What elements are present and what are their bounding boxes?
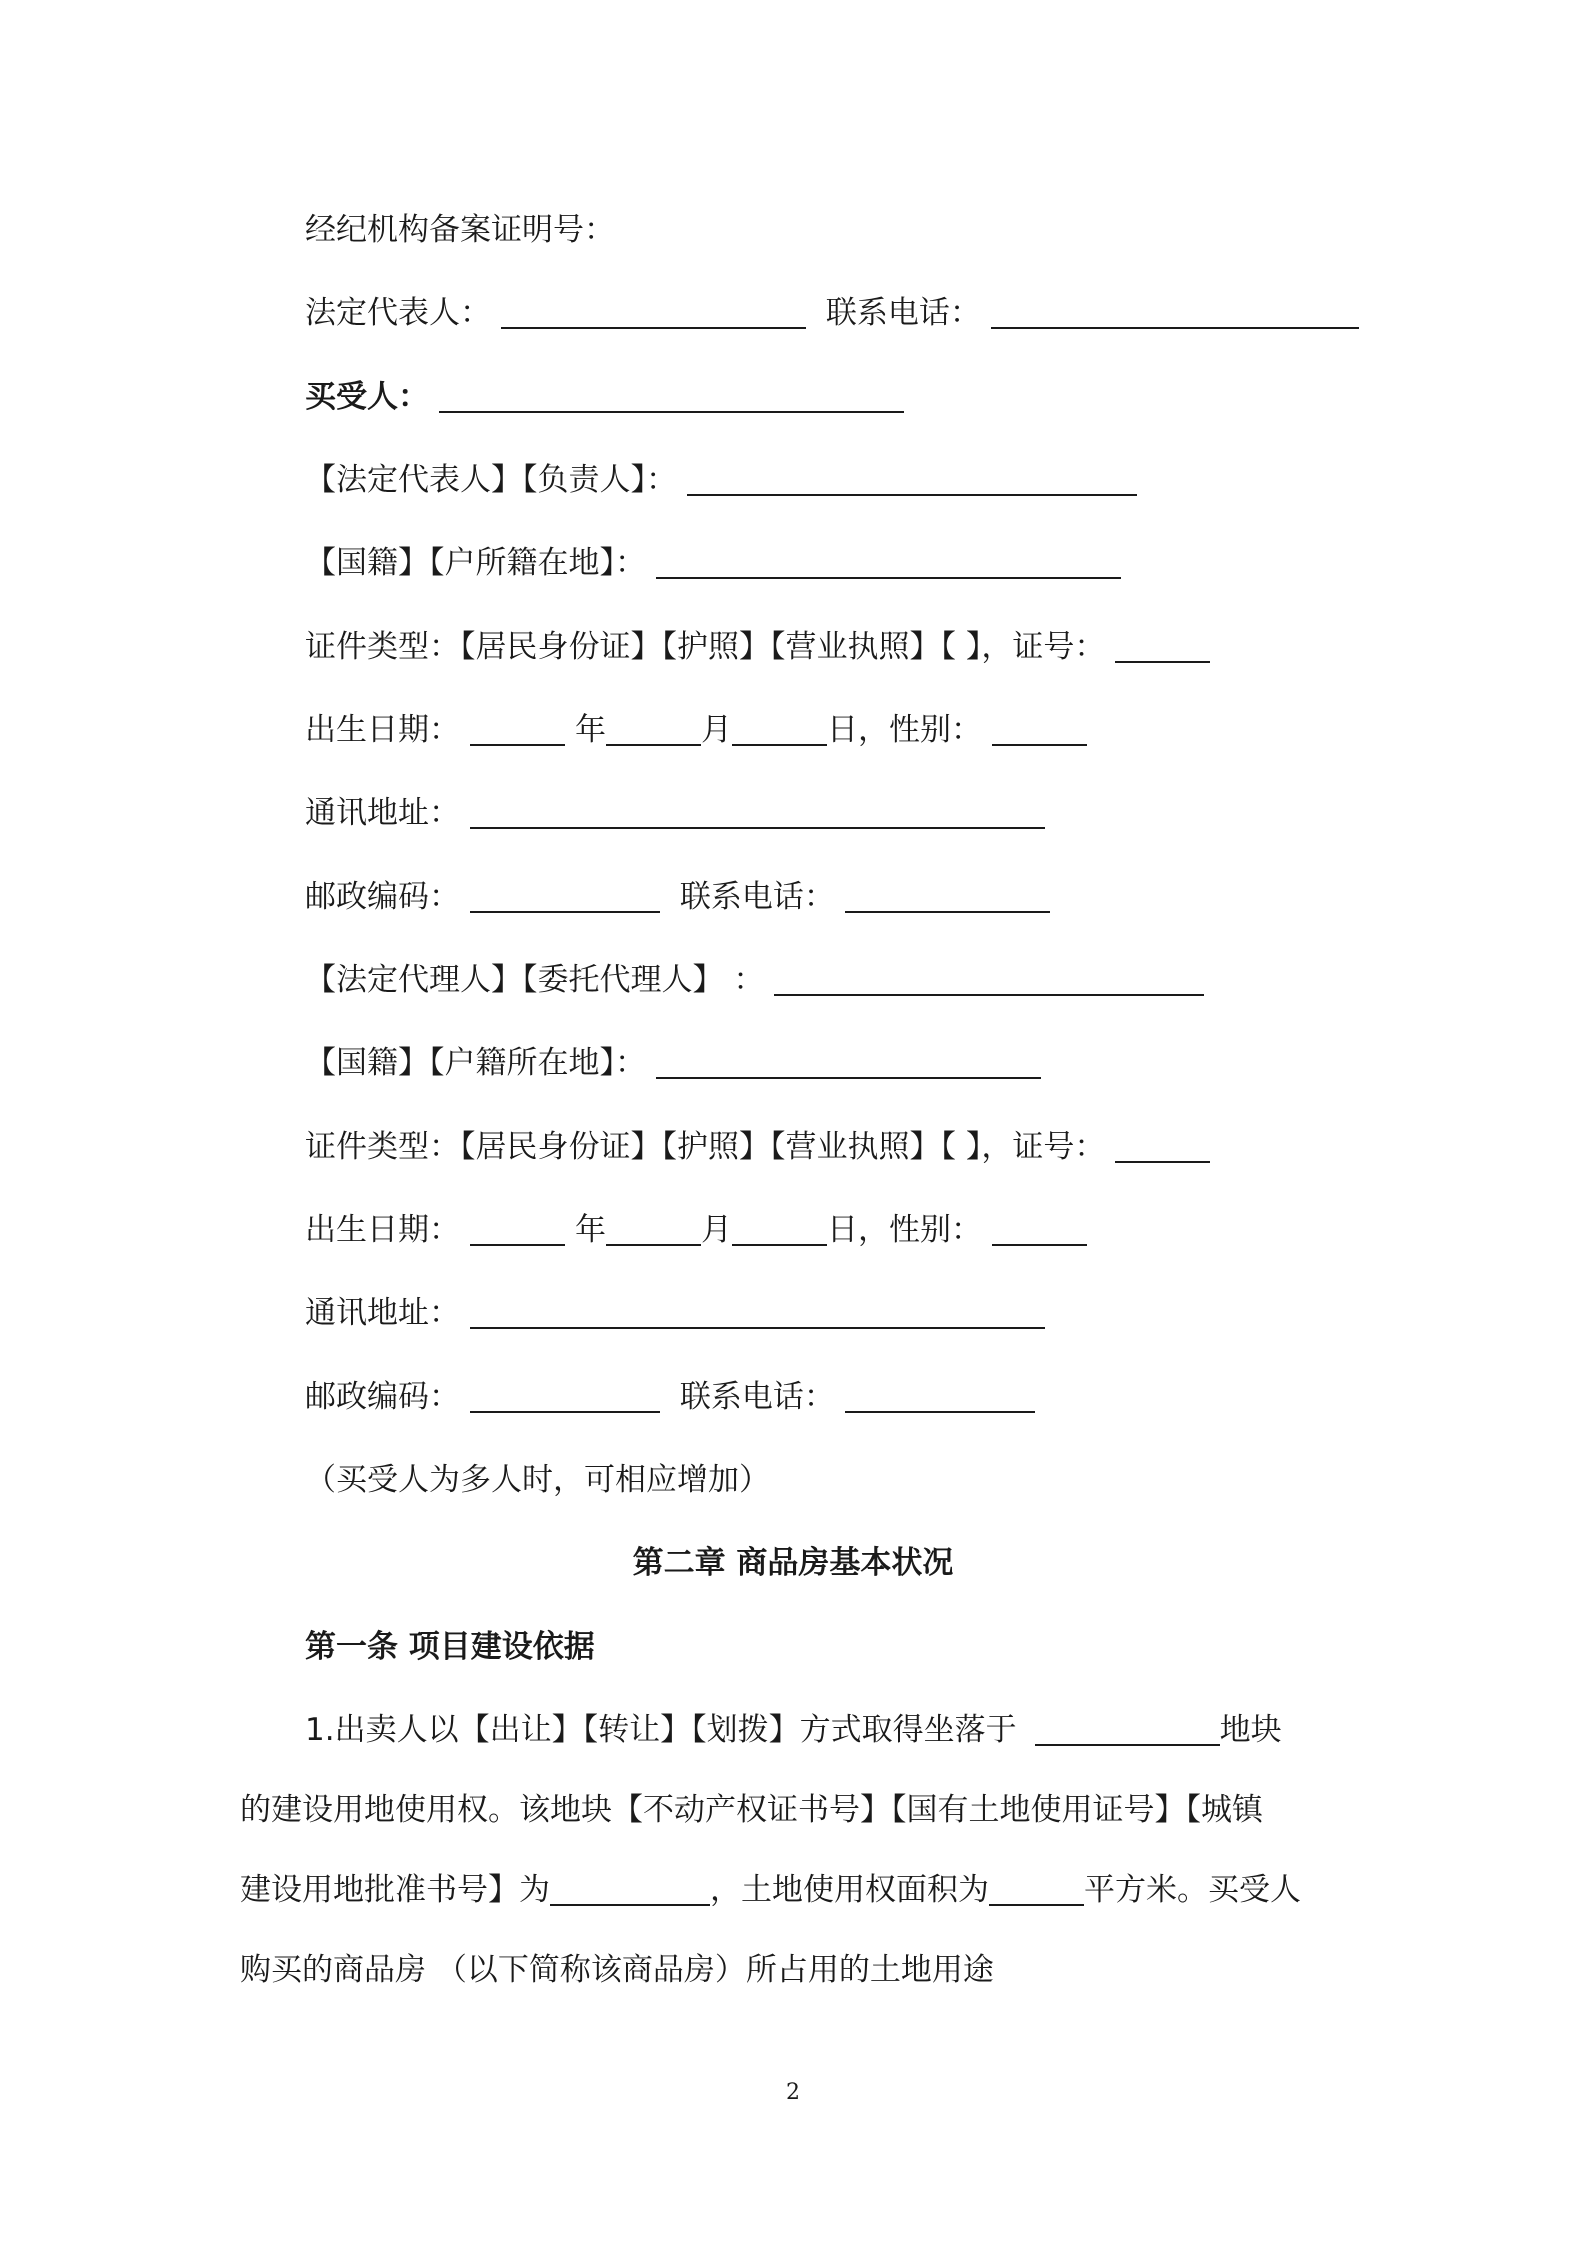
agent-birth-year-field[interactable] [470, 1210, 565, 1246]
para1-text-b: 地块 [1219, 1712, 1282, 1748]
buyer-day-gender-label: 日，性别： [827, 712, 982, 748]
article-title: 第一条 项目建设依据 [305, 1629, 595, 1665]
buyer-postcode-line [305, 872, 1346, 922]
buyer-id-line [305, 622, 1346, 672]
para1-text-line2: 的建设用地使用权。该地块【不动产权证书号】【国有土地使用证号】【城镇 [240, 1792, 1263, 1828]
para1-line4 [240, 1945, 1346, 1995]
agent-birth-line [305, 1205, 1346, 1255]
buyer-line [305, 372, 1346, 422]
agent-day-gender-label: 日，性别： [827, 1212, 982, 1248]
agent-phone-field[interactable] [845, 1377, 1035, 1413]
buyer-address-field[interactable] [470, 793, 1045, 829]
agency-record-label: 经纪机构备案证明号： [305, 212, 615, 248]
buyer-id-type-label: 证件类型：【居民身份证】【护照】【营业执照】【 】，证号： [305, 629, 1106, 665]
buyer-rep-label: 【法定代表人】【负责人】： [305, 462, 677, 498]
buyer-birth-line [305, 705, 1346, 755]
agency-record-line [305, 205, 1346, 255]
buyer-phone-label: 联系电话： [679, 879, 835, 915]
agent-nationality-field[interactable] [656, 1043, 1041, 1079]
agent-birth-day-field[interactable] [732, 1210, 827, 1246]
buyer-nationality-line [305, 538, 1346, 588]
buyer-postcode-label: 邮政编码： [305, 879, 460, 915]
legal-rep-label: 法定代表人： [305, 295, 491, 331]
agent-address-line [305, 1288, 1346, 1338]
chapter-title: 第二章 商品房基本状况 [632, 1545, 954, 1581]
agent-nationality-line [305, 1038, 1346, 1088]
para1-line3 [240, 1865, 1346, 1915]
para1-line1 [305, 1705, 1346, 1755]
buyer-postcode-field[interactable] [470, 877, 660, 913]
agent-id-line [305, 1122, 1346, 1172]
land-cert-no-field[interactable] [550, 1870, 710, 1906]
buyer-address-line [305, 788, 1346, 838]
buyer-gender-field[interactable] [992, 710, 1087, 746]
agent-postcode-label: 邮政编码： [305, 1379, 460, 1415]
agent-address-label: 通讯地址： [305, 1295, 460, 1331]
agent-id-type-label: 证件类型：【居民身份证】【护照】【营业执照】【 】，证号： [305, 1129, 1106, 1165]
agent-year-label: 年 [575, 1212, 606, 1248]
multi-buyer-note: （买受人为多人时，可相应增加） [305, 1462, 770, 1498]
buyer-birth-label: 出生日期： [305, 712, 460, 748]
buyer-rep-field[interactable] [687, 460, 1137, 496]
agent-birth-label: 出生日期： [305, 1212, 460, 1248]
buyer-month-label: 月 [701, 712, 732, 748]
para1-text-line3c: 平方米。买受人 [1084, 1872, 1301, 1908]
agent-id-no-field[interactable] [1115, 1127, 1210, 1163]
note-line [305, 1455, 1346, 1505]
buyer-title: 买受人： [305, 379, 429, 415]
agent-rep-line [305, 955, 1346, 1005]
buyer-name-field[interactable] [439, 377, 904, 413]
page-number: 2 [786, 2080, 800, 2105]
buyer-birth-year-field[interactable] [470, 710, 565, 746]
agent-rep-label: 【法定代理人】【委托代理人】 ： [305, 962, 765, 998]
buyer-nationality-label: 【国籍】【户所籍在地】： [305, 545, 646, 581]
plot-location-field[interactable] [1035, 1710, 1220, 1746]
buyer-id-no-field[interactable] [1115, 627, 1210, 663]
para1-text-line3b: ，土地使用权面积为 [710, 1872, 989, 1908]
agent-postcode-line [305, 1372, 1346, 1422]
agent-nationality-label: 【国籍】【户籍所在地】： [305, 1045, 646, 1081]
agency-phone-field[interactable] [991, 293, 1359, 329]
buyer-birth-day-field[interactable] [732, 710, 827, 746]
agent-phone-label: 联系电话： [679, 1379, 835, 1415]
buyer-nationality-field[interactable] [656, 543, 1121, 579]
agent-month-label: 月 [701, 1212, 732, 1248]
agency-phone-label: 联系电话： [825, 295, 981, 331]
legal-rep-field[interactable] [501, 293, 806, 329]
para1-text-a: 1.出卖人以【出让】【转让】【划拨】方式取得坐落于 [305, 1712, 1017, 1748]
para1-text-line3a: 建设用地批准书号】为 [240, 1872, 550, 1908]
agent-birth-month-field[interactable] [606, 1210, 701, 1246]
agency-rep-line [305, 288, 1346, 338]
agent-rep-field[interactable] [774, 960, 1204, 996]
land-area-field[interactable] [989, 1870, 1084, 1906]
agent-postcode-field[interactable] [470, 1377, 660, 1413]
buyer-address-label: 通讯地址： [305, 795, 460, 831]
para1-line2 [240, 1785, 1346, 1835]
agent-address-field[interactable] [470, 1293, 1045, 1329]
para1-text-line4: 购买的商品房 （以下简称该商品房）所占用的土地用途 [240, 1952, 994, 1988]
buyer-year-label: 年 [575, 712, 606, 748]
agent-gender-field[interactable] [992, 1210, 1087, 1246]
buyer-birth-month-field[interactable] [606, 710, 701, 746]
buyer-rep-line [305, 455, 1346, 505]
buyer-phone-field[interactable] [845, 877, 1050, 913]
